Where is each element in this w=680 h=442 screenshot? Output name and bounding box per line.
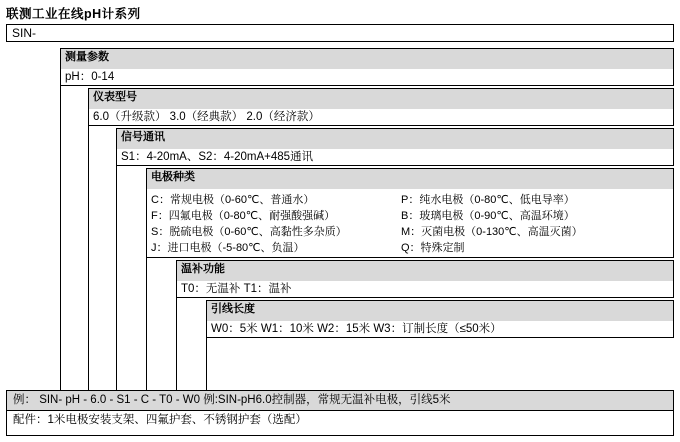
group-value-instrument-model: 6.0（升级款） 3.0（经典款） 2.0（经济款） — [93, 111, 320, 123]
group-value-electrode-type — [147, 189, 673, 267]
group-header-temperature-compensation: 温补功能 — [177, 261, 673, 281]
model-code-prefix: SIN- — [12, 26, 36, 40]
connector-line-6 — [206, 338, 207, 390]
footer-box — [6, 390, 674, 436]
group-measurement-parameter — [60, 48, 674, 86]
group-value-temperature-compensation: T0：无温补 T1：温补 — [181, 283, 292, 295]
connector-line-2 — [88, 126, 89, 390]
group-value-signal-communication: S1：4-20mA、S2：4-20mA+485通讯 — [121, 151, 314, 163]
connector-line-3 — [116, 166, 117, 390]
electrode-row — [151, 240, 669, 256]
group-header-signal-communication: 信号通讯 — [117, 129, 673, 149]
electrode-row — [151, 192, 669, 208]
group-signal-communication — [116, 128, 674, 166]
group-header-instrument-model: 仪表型号 — [89, 89, 673, 109]
footer-example: 例： SIN- pH - 6.0 - S1 - C - T0 - W0 例:SIN-pH6.0控制器，常规无温补电极，引线5米 — [7, 391, 673, 410]
electrode-option-b: B：玻璃电极（0-90℃、高温环境） — [401, 209, 575, 222]
electrode-row — [151, 224, 669, 240]
electrode-option-s: S：脱硫电极（0-60℃、高黏性多杂质） — [151, 225, 347, 238]
electrode-option-m: M：灭菌电极（0-130℃、高温灭菌） — [401, 225, 583, 238]
connector-line-1 — [60, 86, 61, 390]
group-electrode-type — [146, 168, 674, 258]
electrode-row — [151, 208, 669, 224]
connector-line-4 — [146, 258, 147, 390]
electrode-option-j: J：进口电极（-5-80℃、负温） — [151, 241, 305, 254]
footer-accessory: 配件：1米电极安装支架、四氟护套、不锈钢护套（选配） — [7, 410, 673, 430]
group-temperature-compensation — [176, 260, 674, 298]
model-code-box — [6, 24, 674, 42]
group-instrument-model — [88, 88, 674, 126]
connector-line-5 — [176, 298, 177, 390]
group-value-cable-length: W0：5米 W1：10米 W2：15米 W3：订制长度（≤50米） — [211, 323, 502, 335]
group-header-electrode-type: 电极种类 — [147, 169, 673, 189]
group-cable-length — [206, 300, 674, 338]
group-header-measurement-parameter: 测量参数 — [61, 49, 673, 69]
page-title: 联测工业在线pH计系列 — [6, 7, 141, 21]
electrode-option-f: F：四氟电极（0-80℃、耐强酸强碱） — [151, 209, 336, 222]
electrode-option-q: Q：特殊定制 — [401, 241, 465, 254]
electrode-option-c: C：常规电极（0-60℃、普通水） — [151, 193, 315, 206]
group-value-measurement-parameter: pH：0-14 — [65, 71, 115, 83]
electrode-option-p: P：纯水电极（0-80℃、低电导率） — [401, 193, 575, 206]
group-header-cable-length: 引线长度 — [207, 301, 673, 321]
